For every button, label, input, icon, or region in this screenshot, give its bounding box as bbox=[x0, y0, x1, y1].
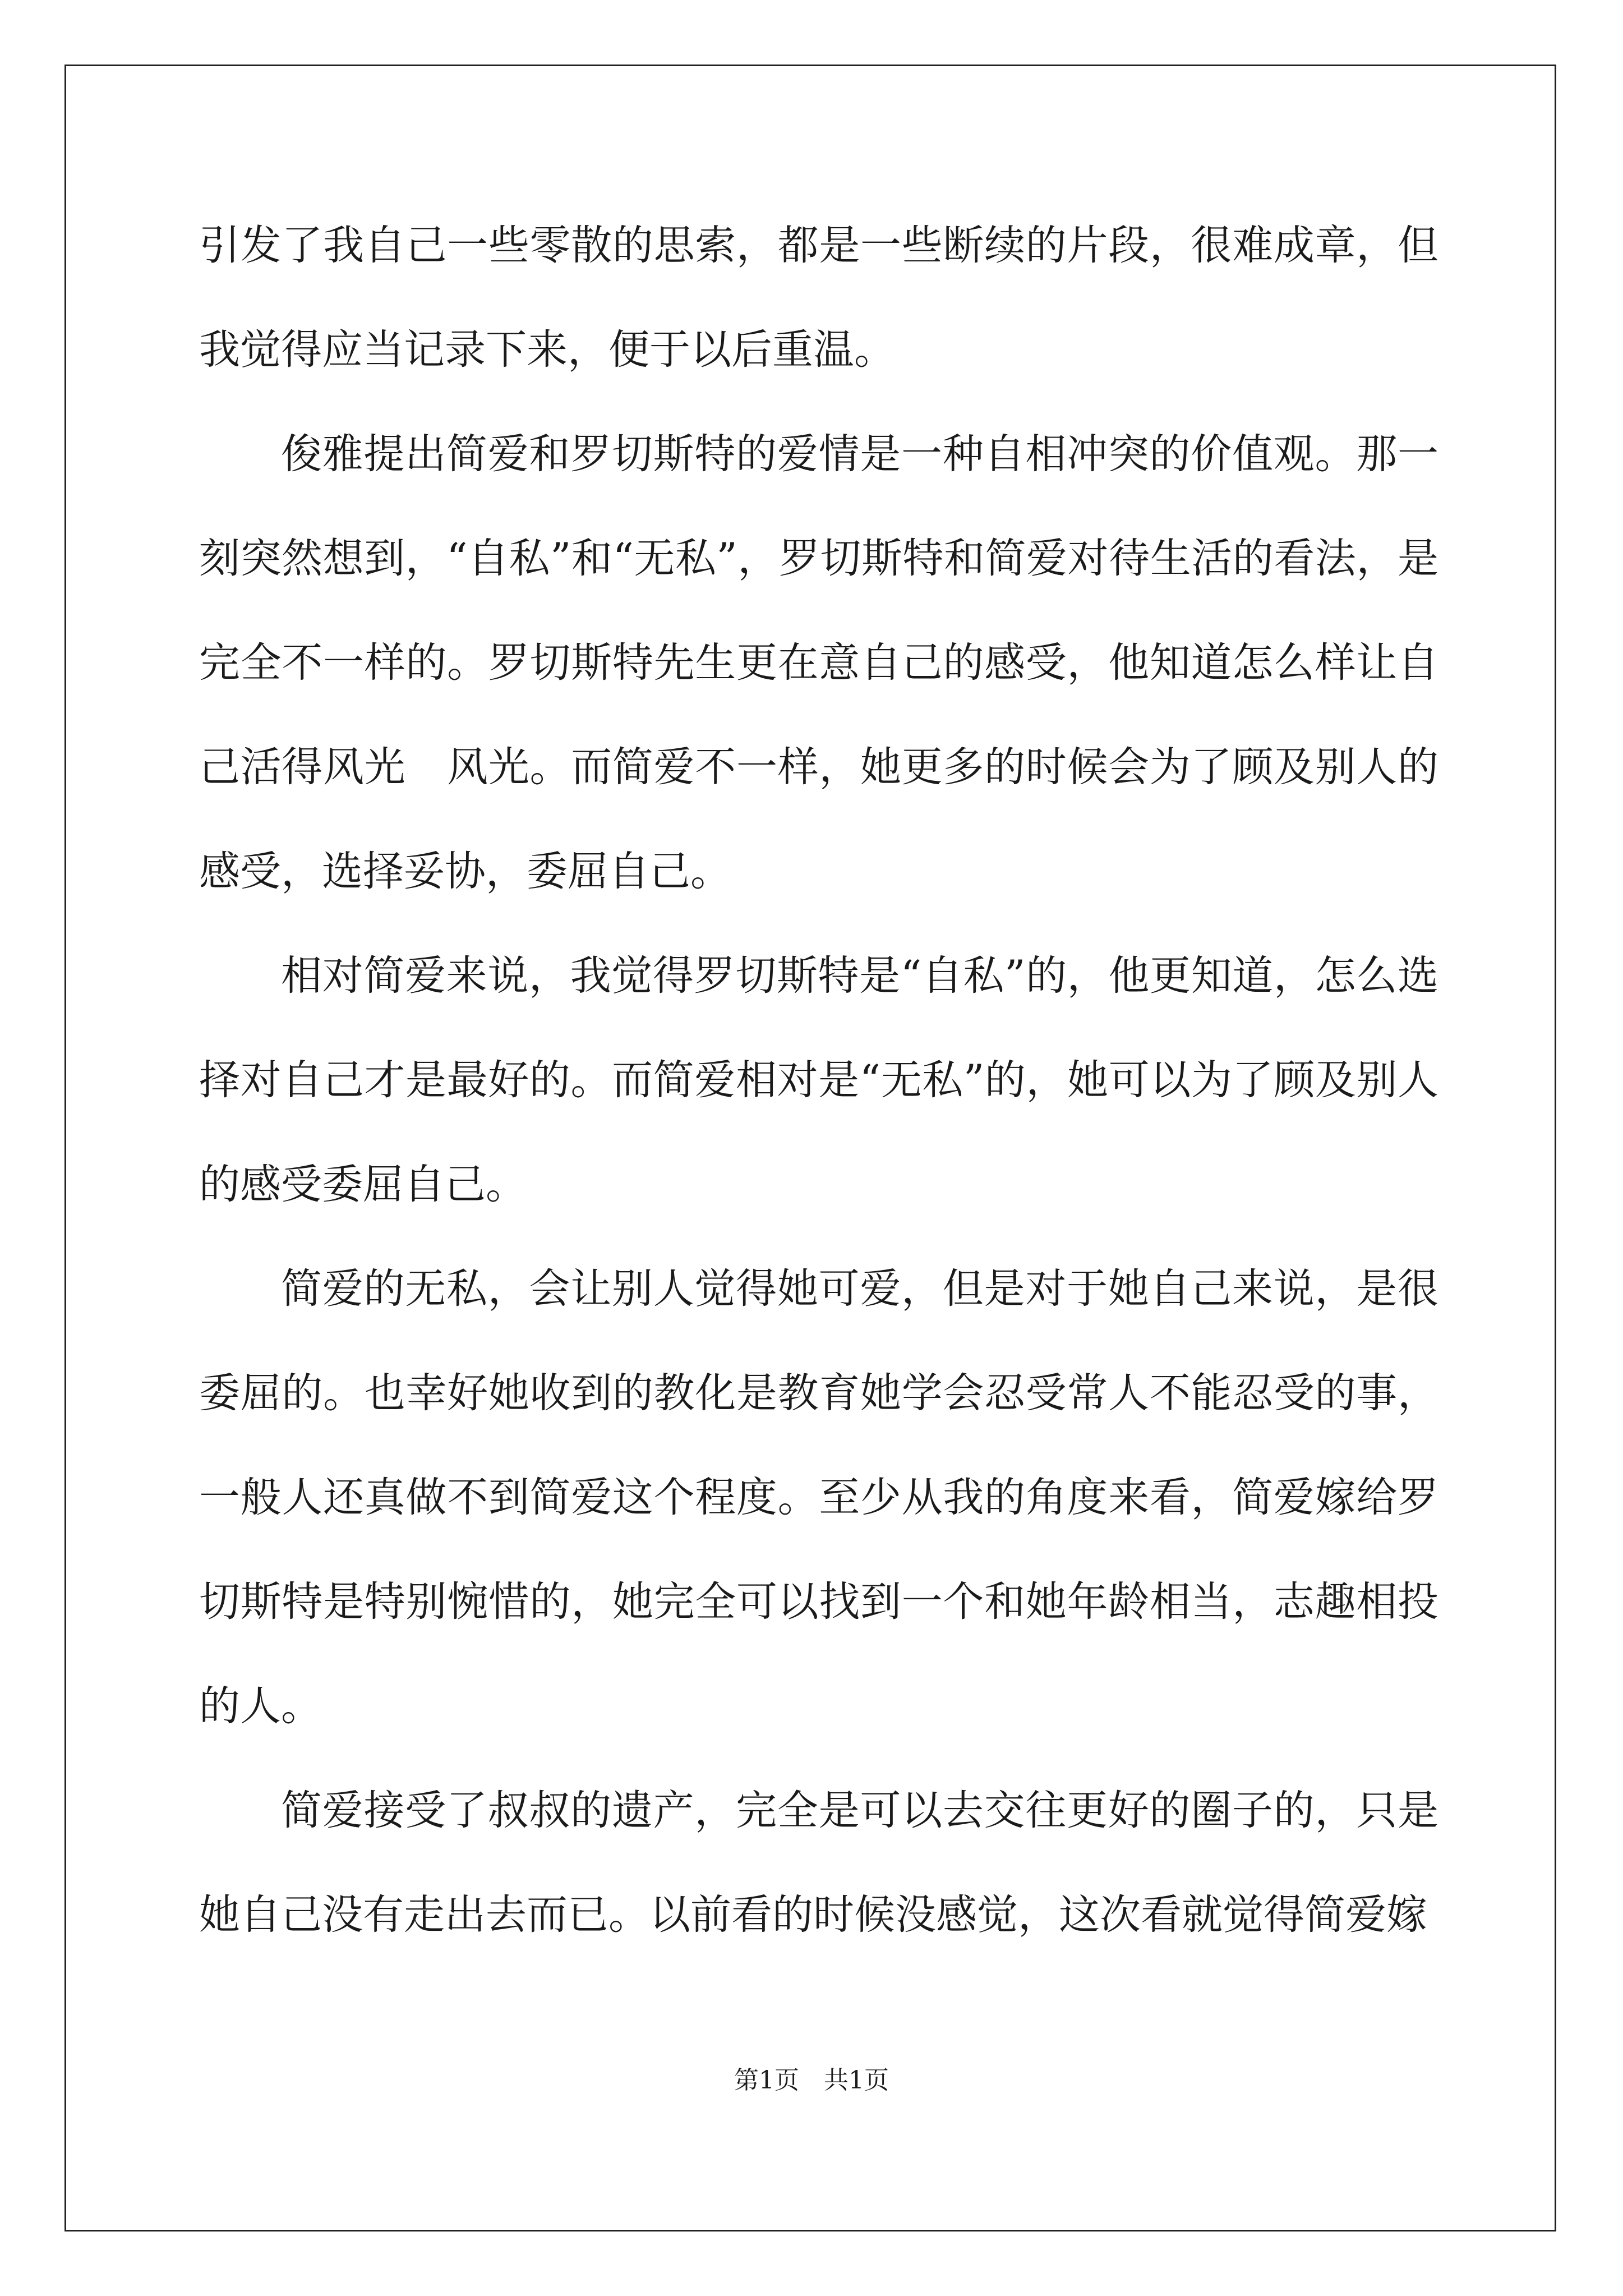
page-footer: 第1页 共1页 bbox=[734, 2066, 889, 2095]
document-body bbox=[199, 194, 1438, 1967]
paragraph-4: 简爱的无私，会让别人觉得她可爱，但是对于她自己来说，是很委屈的。也幸好她收到的教化是教育她学会忍受常人不能忍受的事，一般人还真做不到简爱这个程度。至少从我的角度来看，简爱嫁给罗切斯特是特别惋惜的，她完全可以找到一个和她年龄相当，志趣相投的人。 bbox=[199, 1265, 1438, 1730]
paragraph-5: 简爱接受了叔叔的遗产，完全是可以去交往更好的圈子的，只是她自己没有走出去而已。以前看的时候没感觉，这次看就觉得简爱嫁 bbox=[199, 1787, 1438, 1939]
paragraph-2: 俊雅提出简爱和罗切斯特的爱情是一种自相冲突的价值观。那一刻突然想到，“自私”和“无私”，罗切斯特和简爱对待生活的看法，是完全不一样的。罗切斯特先生更在意自己的感受，他知道怎么样让自己活得风光 风光。而简爱不一样，她更多的时候会为了顾及别人的感受，选择妥协，委屈自己。 bbox=[199, 430, 1438, 895]
paragraph-1: 引发了我自己一些零散的思索，都是一些断续的片段，很难成章，但我觉得应当记录下来，便于以后重温。 bbox=[199, 222, 1438, 374]
paragraph-3: 相对简爱来说，我觉得罗切斯特是“自私”的，他更知道，怎么选择对自己才是最好的。而简爱相对是“无私”的，她可以为了顾及别人的感受委屈自己。 bbox=[199, 952, 1438, 1208]
